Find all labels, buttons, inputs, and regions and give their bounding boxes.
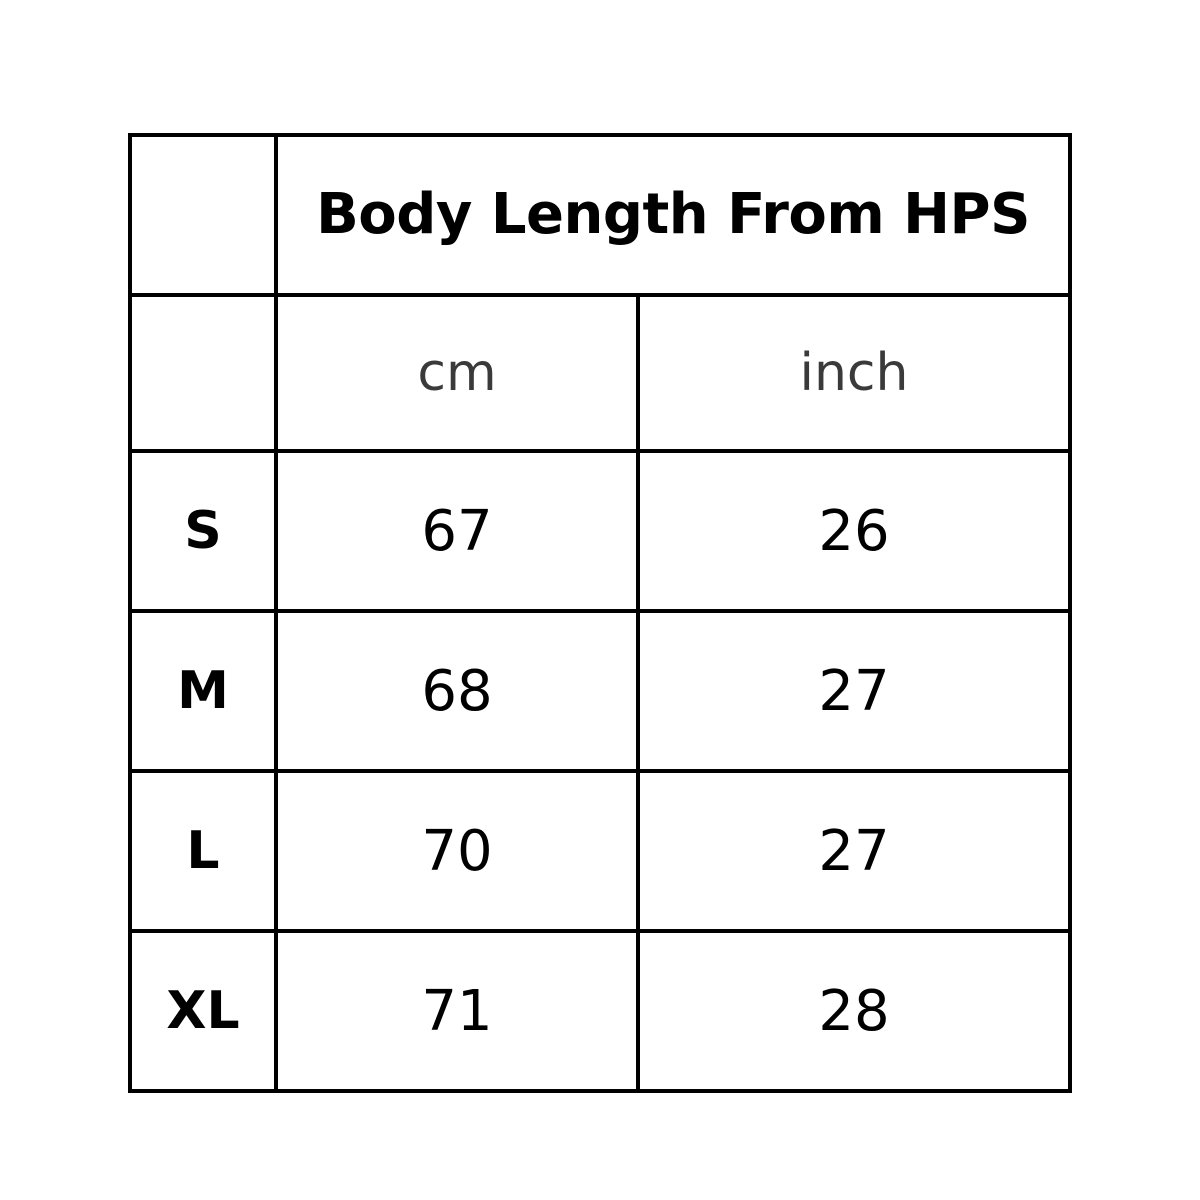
corner-blank-title — [130, 135, 276, 295]
corner-blank-units — [130, 295, 276, 451]
cell-inch-xl: 28 — [638, 931, 1070, 1091]
table-title-row — [130, 135, 1070, 295]
table-title: Body Length From HPS — [276, 135, 1070, 295]
cell-inch-s: 26 — [638, 451, 1070, 611]
cell-cm-s: 67 — [276, 451, 638, 611]
cell-cm-xl: 71 — [276, 931, 638, 1091]
cell-inch-l: 27 — [638, 771, 1070, 931]
unit-header-inch: inch — [638, 295, 1070, 451]
size-table — [128, 133, 1072, 1093]
table-row — [130, 451, 1070, 611]
size-label-xl: XL — [130, 931, 276, 1091]
cell-cm-l: 70 — [276, 771, 638, 931]
cell-inch-m: 27 — [638, 611, 1070, 771]
table-row — [130, 931, 1070, 1091]
cell-cm-m: 68 — [276, 611, 638, 771]
size-label-m: M — [130, 611, 276, 771]
size-label-l: L — [130, 771, 276, 931]
table-row — [130, 611, 1070, 771]
unit-header-cm: cm — [276, 295, 638, 451]
table-row — [130, 771, 1070, 931]
table-unit-row — [130, 295, 1070, 451]
size-chart — [128, 133, 1068, 1067]
size-label-s: S — [130, 451, 276, 611]
